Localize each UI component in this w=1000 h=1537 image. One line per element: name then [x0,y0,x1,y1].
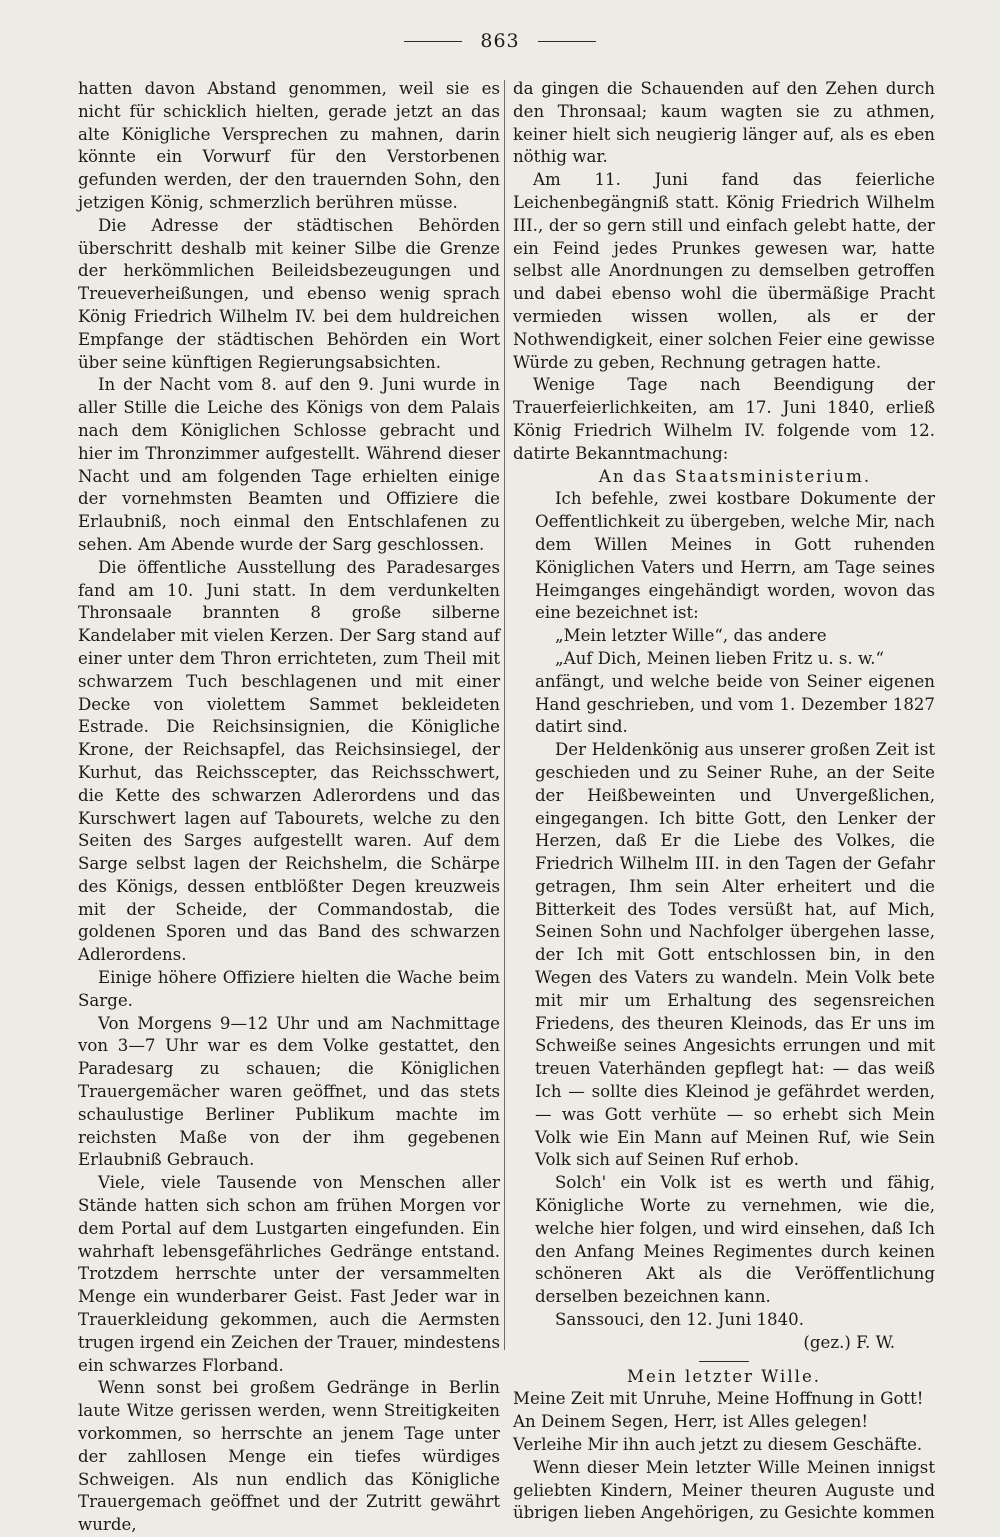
decree-place-date: Sanssouci, den 12. Juni 1840. [555,1310,804,1330]
paragraph: Einige höhere Offiziere hielten die Wache beim Sarge. [78,968,500,1010]
paragraph: Wenn sonst bei großem Gedränge in Berlin laute Witze gerissen werden, wenn Streitigkeiten vorkommen, so herrschte an jenem Tage unter der zahllosen Menge ein tiefes würdiges Schweigen. Als nun endlich das Königliche Trauergemach geöffnet und der Zutritt gewährt wurde, [78,1378,500,1535]
will-verse-line: An Deinem Segen, Herr, ist Alles gelegen! [513,1412,868,1432]
will-paragraph: Wenn dieser Mein letzter Wille Meinen innigst geliebten Kindern, Meiner theuren Auguste und übrigen lieben Angehörigen, zu Gesichte kommen [513,1457,935,1523]
paragraph: Die Adresse der städtischen Behörden überschritt deshalb mit keiner Silbe die Grenze der herkömmlichen Beileidsbezeugungen und Treueverheißungen, und ebenso wenig sprach König Friedrich Wilhelm IV. bei dem huldreichen Empfange der städtischen Behörden ein Wort über seine künftigen Regierungsabsichten. [78,215,500,372]
paragraph: In der Nacht vom 8. auf den 9. Juni wurde in aller Stille die Leiche des Königs von dem Palais nach dem Königlichen Schlosse gebracht und hier im Thronzimmer aufgestellt. Während dieser Nacht und am folgenden Tage erhielten einige der vornehmsten Beamten und Offiziere die Erlaubniß, noch einmal den Entschlafenen zu sehen. Am Abende wurde der Sarg geschlossen. [78,375,500,554]
decree-signature: (gez.) F. W. [803,1332,895,1352]
section-rule [699,1361,749,1362]
decree-paragraph: Der Heldenkönig aus unserer großen Zeit ist geschieden und zu Seiner Ruhe, an der Seite der Heißbeweinten und Unvergeßlichen, eingegangen. Ich bitte Gott, den Lenker der Herzen, daß Er die Liebe des Volkes, die Friedrich Wilhelm III. in den Tagen der Gefahr getragen, Ihm sein Alter erheitert und die Bitterkeit des Todes versüßt hat, auf Mich, Seinen Sohn und Nachfolger übergehen lasse, der Ich mit Gott entschlossen bin, in den Wegen des Vaters zu wandeln. Mein Volk bete mit mir um Erhaltung des segensreichen Friedens, des theuren Kleinods, das Er uns im Schweiße seines Angesichts errungen und mit treuen Vaterhänden gepflegt hat: — das weiß Ich — sollte dies Kleinod je gefährdet werden, — was Gott verhüte — so erhebt sich Mein Volk wie Ein Mann auf Meinen Ruf, wie Sein Volk sich auf Seinen Ruf erhob. [535,740,935,1170]
decree-quote: „Auf Dich, Meinen lieben Fritz u. s. w.“ [555,648,884,668]
header-rule-right [538,41,596,42]
decree-heading: An das Staatsministerium. [598,466,872,486]
decree-paragraph: anfängt, und welche beide von Seiner eigenen Hand geschrieben, und vom 1. Dezember 1827 datirt sind. [535,671,935,737]
paragraph-continued: da gingen die Schauenden auf den Zehen durch den Thronsaal; kaum wagten sie zu athmen, keiner hielt sich neugierig länger auf, als es eben nöthig war. [513,79,935,167]
paragraph-continued: hatten davon Abstand genommen, weil sie es nicht für schicklich hielten, gerade jetzt an das alte Königliche Versprechen zu mahnen, darin könnte ein Vorwurf für den Verstorbenen gefunden werden, der den trauernden Sohn, den jetzigen König, schmerzlich berühren müsse. [78,79,500,212]
decree-paragraph: Ich befehle, zwei kostbare Dokumente der Oeffentlichkeit zu übergeben, welche Mir, nach dem Willen Meines in Gott ruhenden Königlichen Vaters und Herrn, am Tage seines Heimganges eingehändigt worden, wovon das eine bezeichnet ist: [535,489,935,623]
header-rule-left [404,41,462,42]
paragraph: Am 11. Juni fand das feierliche Leichenbegängniß statt. König Friedrich Wilhelm III., der so gern still und einfach gelebt hatte, der ein Feind jedes Prunkes gewesen war, hatte selbst alle Anordnungen zu demselben getroffen und dabei ebenso wohl die übermäßige Pracht vermieden wissen wollen, als er der Nothwendigkeit, einer solchen Feier eine gewisse Würde zu geben, Rechnung getragen hatte. [513,170,935,372]
column-divider [504,80,505,1350]
right-column [513,78,935,1523]
decree-quote: „Mein letzter Wille“, das andere [555,626,827,646]
left-column [78,78,500,1535]
paragraph: Viele, viele Tausende von Menschen aller Stände hatten sich schon am frühen Morgen vor dem Portal auf dem Lustgarten eingefunden. Ein wahrhaft lebensgefährliches Gedränge entstand. Trotzdem herrschte unter der versammelten Menge ein wunderbarer Geist. Fast Jeder war in Trauerkleidung gekommen, auch die Aermsten trugen irgend ein Zeichen der Trauer, mindestens ein schwarzes Florband. [78,1173,500,1375]
decree-paragraph: Solch' ein Volk ist es werth und fähig, Königliche Worte zu vernehmen, wie die, welche hier folgen, und wird einsehen, daß Ich den Anfang Meines Regimentes durch keinen schöneren Akt als die Veröffentlichung derselben bezeichnen kann. [535,1173,935,1307]
decree-block [513,466,935,1355]
paragraph: Die öffentliche Ausstellung des Paradesarges fand am 10. Juni statt. In dem verdunkelten Thronsaale brannten 8 große silberne Kandelaber mit vielen Kerzen. Der Sarg stand auf einer unter dem Thron errichteten, zum Theil mit schwarzem Tuch beschlagenen und mit einer Decke von violettem Sammet bekleideten Estrade. Die Reichsinsignien, die Königliche Krone, der Reichsapfel, das Reichsinsiegel, der Kurhut, das Reichsscepter, das Reichsschwert, die Kette des schwarzen Adlerordens und das Kurschwert lagen auf Tabourets, welche zu den Seiten des Sarges aufgestellt waren. Auf dem Sarge selbst lagen der Reichshelm, die Schärpe des Königs, dessen entblößter Degen kreuzweis mit der Scheide, der Commandostab, die goldenen Sporen und das Band des schwarzen Adlerordens. [78,557,500,965]
will-heading: Mein letzter Wille. [626,1366,822,1386]
will-verse-line: Meine Zeit mit Unruhe, Meine Hoffnung in Gott! [513,1389,924,1409]
will-verse-line: Verleihe Mir ihn auch jetzt zu diesem Geschäfte. [513,1435,923,1455]
paragraph: Von Morgens 9—12 Uhr und am Nachmittage von 3—7 Uhr war es dem Volke gestattet, den Paradesarg zu schauen; die Königlichen Trauergemächer waren geöffnet, und das stets schaulustige Berliner Publikum machte im reichsten Maße von der ihm gegebenen Erlaubniß Gebrauch. [78,1013,500,1170]
paragraph: Wenige Tage nach Beendigung der Trauerfeierlichkeiten, am 17. Juni 1840, erließ König Friedrich Wilhelm IV. folgende vom 12. datirte Bekanntmachung: [513,375,935,463]
page-header [0,30,1000,52]
page-number: 863 [480,30,520,52]
